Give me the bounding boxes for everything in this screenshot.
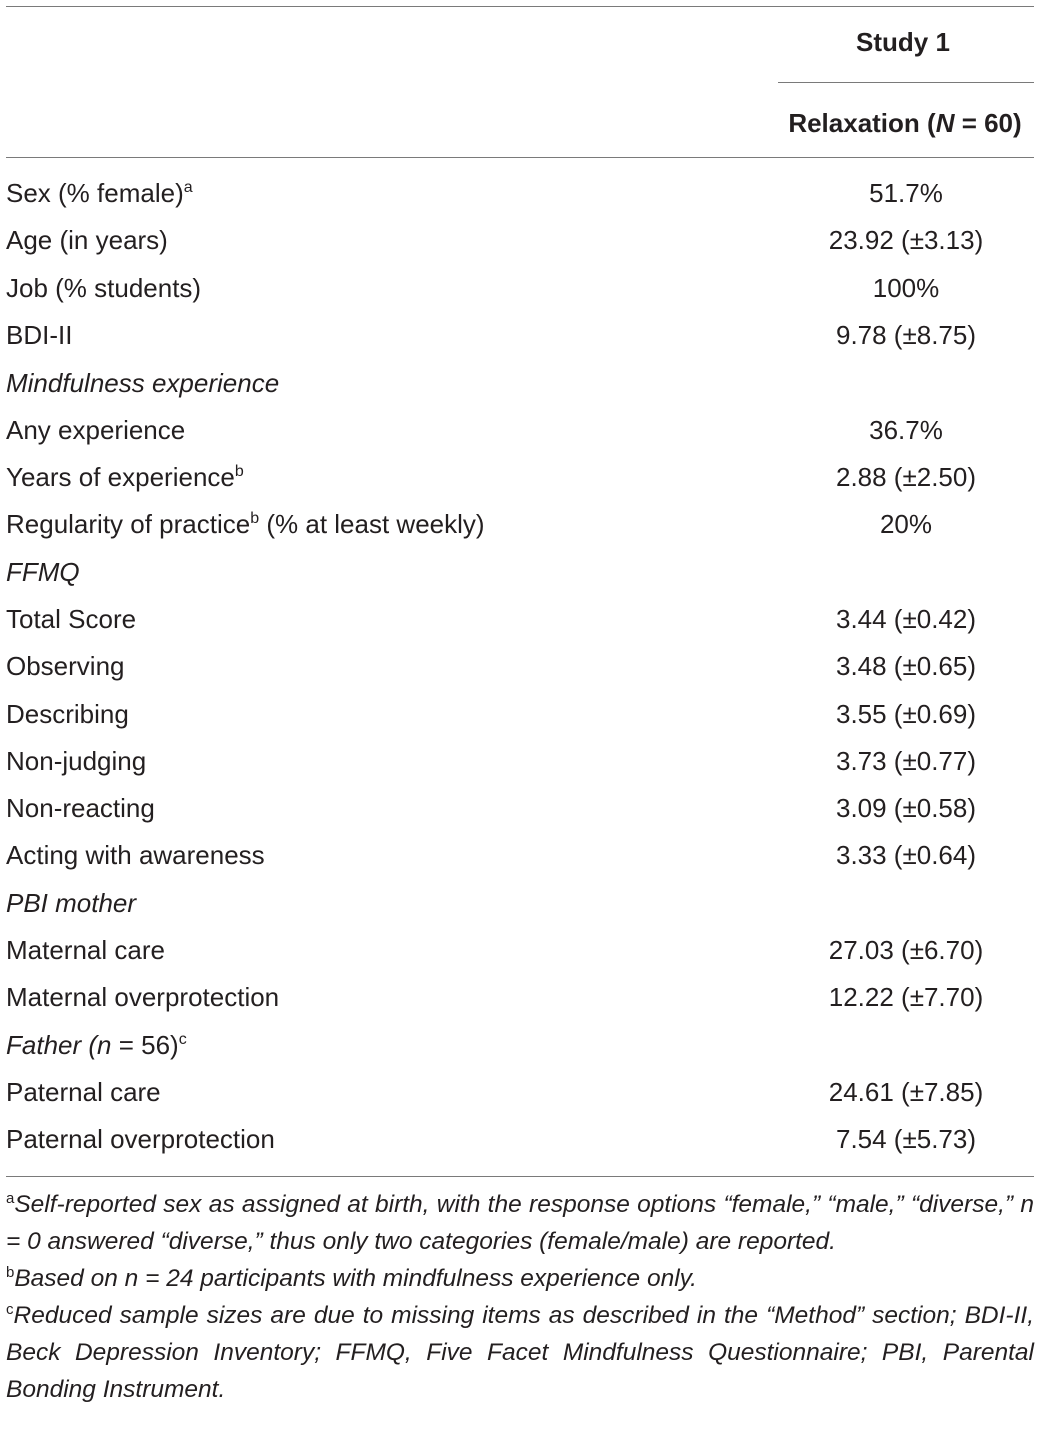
section-label: Mindfulness experience	[6, 368, 280, 398]
table-row-describing	[0, 691, 1040, 738]
row-value: 3.09 (±0.58)	[835, 793, 977, 823]
group-header-study-1: Study 1	[856, 27, 950, 57]
section-label: PBI mother	[6, 888, 137, 918]
table-top-rule	[6, 6, 1034, 7]
section-row-mindfulness-experience	[0, 360, 1040, 407]
table-row-job	[0, 265, 1040, 312]
row-label: Regularity of practice$^b$ (% at least weekly)	[6, 509, 485, 539]
section-label: Father (n = 56)$^c$	[6, 1030, 187, 1060]
table-row-acting-with-awareness	[0, 832, 1040, 879]
row-label: Any experience	[6, 415, 186, 445]
row-label: Total Score	[6, 604, 137, 634]
section-row-ffmq	[0, 549, 1040, 596]
row-value: 36.7%	[869, 415, 943, 445]
row-label: Job (% students)	[6, 273, 202, 303]
row-value: 24.61 (±7.85)	[828, 1077, 984, 1107]
row-value: 100%	[872, 273, 940, 303]
table-row-sex	[0, 170, 1040, 217]
row-value: 3.33 (±0.64)	[835, 840, 977, 870]
section-row-pbi-mother	[0, 880, 1040, 927]
row-label: Acting with awareness	[6, 840, 265, 870]
row-label: BDI-II	[6, 320, 73, 350]
section-row-father	[0, 1022, 1040, 1069]
row-label: Maternal care	[6, 935, 165, 965]
row-value: 3.48 (±0.65)	[835, 651, 977, 681]
row-label: Non-reacting	[6, 793, 155, 823]
row-label: Describing	[6, 699, 129, 729]
row-label: Sex (% female)$^a$	[6, 178, 193, 208]
table-row-maternal-overprotection	[0, 974, 1040, 1021]
row-label: Maternal overprotection	[6, 982, 280, 1012]
table-footnotes	[6, 1186, 1034, 1408]
row-label: Years of experience$^b$	[6, 462, 244, 492]
row-value: 3.73 (±0.77)	[835, 746, 977, 776]
row-value: 2.88 (±2.50)	[835, 462, 977, 492]
row-value: 51.7%	[869, 178, 943, 208]
table-row-years-of-experience	[0, 454, 1040, 501]
row-label: Non-judging	[6, 746, 147, 776]
table-row-any-experience	[0, 407, 1040, 454]
table-row-bdi	[0, 312, 1040, 359]
table-row-observing	[0, 643, 1040, 690]
header-bottom-rule	[6, 157, 1034, 158]
section-label: FFMQ	[6, 557, 80, 587]
table-row-paternal-overprotection	[0, 1116, 1040, 1163]
row-value: 7.54 (±5.73)	[835, 1124, 977, 1154]
row-value: 3.55 (±0.69)	[835, 699, 977, 729]
footnote-c: $^c$Reduced sample sizes are due to missing items as described in the “Method” section; BDI-II, Beck Depression Inventory; FFMQ, Five Facet Mindfulness Questionnaire; PBI, Parental Bonding Instrument.	[6, 1301, 1034, 1403]
row-value: 3.44 (±0.42)	[835, 604, 977, 634]
table-row-non-reacting	[0, 785, 1040, 832]
row-value: 20%	[879, 509, 933, 539]
row-value: 12.22 (±7.70)	[828, 982, 984, 1012]
column-header-suffix: = 60)	[954, 108, 1022, 138]
column-header-prefix: Relaxation (	[788, 108, 936, 138]
row-value: 9.78 (±8.75)	[835, 320, 977, 350]
column-header-n: N	[935, 108, 955, 138]
table-row-paternal-care	[0, 1069, 1040, 1116]
footnote-b: $^b$Based on n = 24 participants with mindfulness experience only.	[6, 1264, 697, 1292]
table-row-age	[0, 217, 1040, 264]
table-row-total-score	[0, 596, 1040, 643]
group-header-rule	[778, 82, 1034, 83]
column-header-relaxation	[770, 108, 1040, 138]
table-row-non-judging	[0, 738, 1040, 785]
row-label: Paternal care	[6, 1077, 161, 1107]
row-value: 27.03 (±6.70)	[828, 935, 984, 965]
row-label: Paternal overprotection	[6, 1124, 275, 1154]
table-row-regularity	[0, 501, 1040, 548]
table-row-maternal-care	[0, 927, 1040, 974]
table-bottom-rule	[6, 1176, 1034, 1177]
row-label: Observing	[6, 651, 125, 681]
row-label: Age (in years)	[6, 225, 168, 255]
row-value: 23.92 (±3.13)	[828, 225, 984, 255]
footnote-a: $^a$Self-reported sex as assigned at birth, with the response options “female,” “male,” “diverse,” n = 0 answered “diverse,” thus only two categories (female/male) are reported.	[6, 1190, 1034, 1255]
